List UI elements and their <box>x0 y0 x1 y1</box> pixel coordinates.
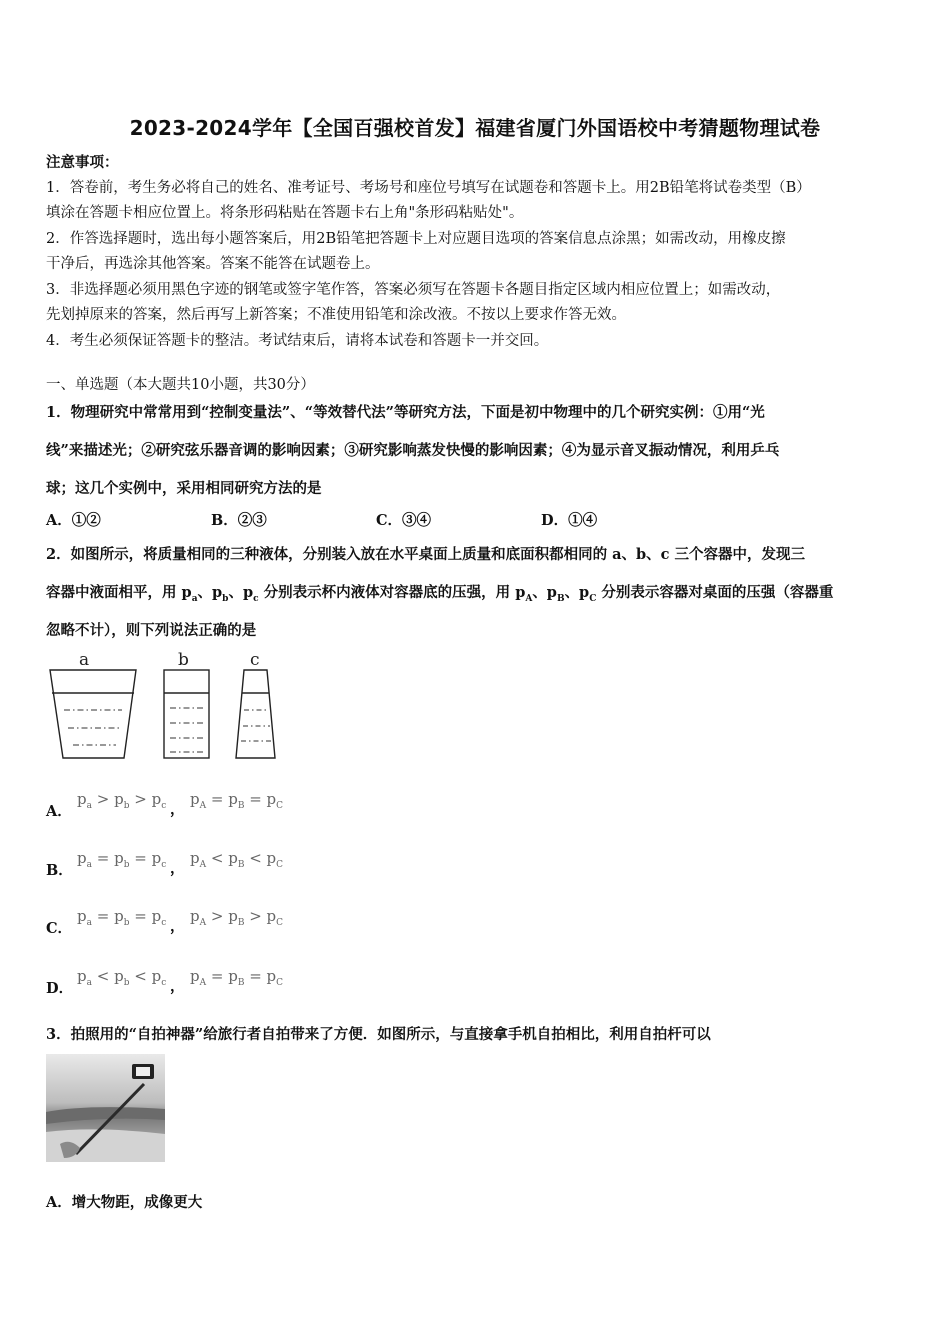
q2-line: 2．如图所示，将质量相同的三种液体，分别装入放在水平桌面上质量和底面积都相同的 a、b、c 三个容器中，发现三 <box>46 546 806 563</box>
q2-line: 容器中液面相平，用 $p_a$、$p_b$、$p_c$ 分别表示杯内液体对容器底的压强，用 $p_A$、$p_B$、$p_C$ 分别表示容器对桌面的压强（容器重 <box>46 584 834 604</box>
q2-option-label: B． <box>46 862 73 879</box>
q1-option-b[interactable]: B．②③ <box>211 512 267 529</box>
container-b <box>164 670 209 758</box>
q2-comma: ， <box>170 860 185 877</box>
q1-line: 线”来描述光；②研究弦乐器音调的影响因素；③研究影响蒸发快慢的影响因素；④为显示音叉振动情况，利用乒乓 <box>46 442 780 459</box>
notice-line: 2．作答选择题时，选出每小题答案后，用2B铅笔把答题卡上对应题目选项的答案信息点涂黑；如需改动，用橡皮擦 <box>46 230 786 247</box>
q2-option-label: D． <box>46 980 74 997</box>
container-label-c: c <box>250 650 260 670</box>
notice-line: 4．考生必须保证答题卡的整洁。考试结束后，请将本试卷和答题卡一并交回。 <box>46 332 549 349</box>
container-a <box>50 670 136 758</box>
page-title: 2023-2024学年【全国百强校首发】福建省厦门外国语校中考猜题物理试卷 <box>129 116 821 140</box>
question-2 <box>46 543 916 640</box>
notice-heading: 注意事项： <box>46 154 119 171</box>
q2-formula-table: $p_A = p_B = p_C$ <box>190 790 284 811</box>
q2-formula-table: $p_A < p_B < p_C$ <box>190 849 284 870</box>
q3-option-a[interactable]: A．增大物距，成像更大 <box>46 1194 203 1211</box>
q1-option-c[interactable]: C．③④ <box>376 512 432 529</box>
q2-option-label: C． <box>46 920 73 937</box>
question-3 <box>46 1023 916 1044</box>
q2-formula-liquid: $p_a > p_b > p_c$ <box>77 790 167 811</box>
question-1 <box>46 401 916 507</box>
notice-block <box>46 150 916 354</box>
q2-option-label: A． <box>46 803 72 820</box>
containers-figure <box>46 648 296 763</box>
q2-comma: ， <box>170 918 185 935</box>
q2-formula-liquid: $p_a = p_b = p_c$ <box>77 907 167 928</box>
q2-formula-liquid: $p_a < p_b < p_c$ <box>77 967 167 988</box>
container-label-a: a <box>79 650 90 670</box>
section-heading: 一、单选题（本大题共10小题，共30分） <box>46 377 315 393</box>
notice-line: 干净后，再选涂其他答案。答案不能答在试题卷上。 <box>46 256 380 272</box>
q1-line: 1．物理研究中常常用到“控制变量法”、“等效替代法”等研究方法，下面是初中物理中的几个研究实例：①用“光 <box>46 404 765 421</box>
q1-line: 球；这几个实例中，采用相同研究方法的是 <box>46 480 322 497</box>
container-c <box>236 670 275 758</box>
q2-comma: ， <box>170 978 185 995</box>
q1-option-a[interactable]: A．①② <box>46 512 101 529</box>
q2-line: 忽略不计），则下列说法正确的是 <box>46 622 257 639</box>
q1-option-d[interactable]: D．①④ <box>541 512 598 529</box>
q2-formula-liquid: $p_a = p_b = p_c$ <box>77 849 167 870</box>
notice-line: 先划掉原来的答案，然后再写上新答案；不准使用铅笔和涂改液。不按以上要求作答无效。 <box>46 307 626 323</box>
notice-line: 1．答卷前，考生务必将自己的姓名、准考证号、考场号和座位号填写在试题卷和答题卡上。用2B铅笔将试卷类型（B） <box>46 179 811 196</box>
selfie-stick-photo <box>46 1054 165 1162</box>
q2-formula-table: $p_A = p_B = p_C$ <box>190 967 284 988</box>
notice-line: 3．非选择题必须用黑色字迹的钢笔或签字笔作答，答案必须写在答题卡各题目指定区域内相应位置上；如需改动， <box>46 281 781 298</box>
container-label-b: b <box>178 650 189 670</box>
q2-comma: ， <box>170 801 185 818</box>
q3-line: 3．拍照用的“自拍神器”给旅行者自拍带来了方便．如图所示，与直接拿手机自拍相比，利用自拍杆可以 <box>46 1026 711 1043</box>
q2-formula-table: $p_A > p_B > p_C$ <box>190 907 284 928</box>
notice-line: 填涂在答题卡相应位置上。将条形码粘贴在答题卡右上角"条形码粘贴处"。 <box>46 205 524 221</box>
